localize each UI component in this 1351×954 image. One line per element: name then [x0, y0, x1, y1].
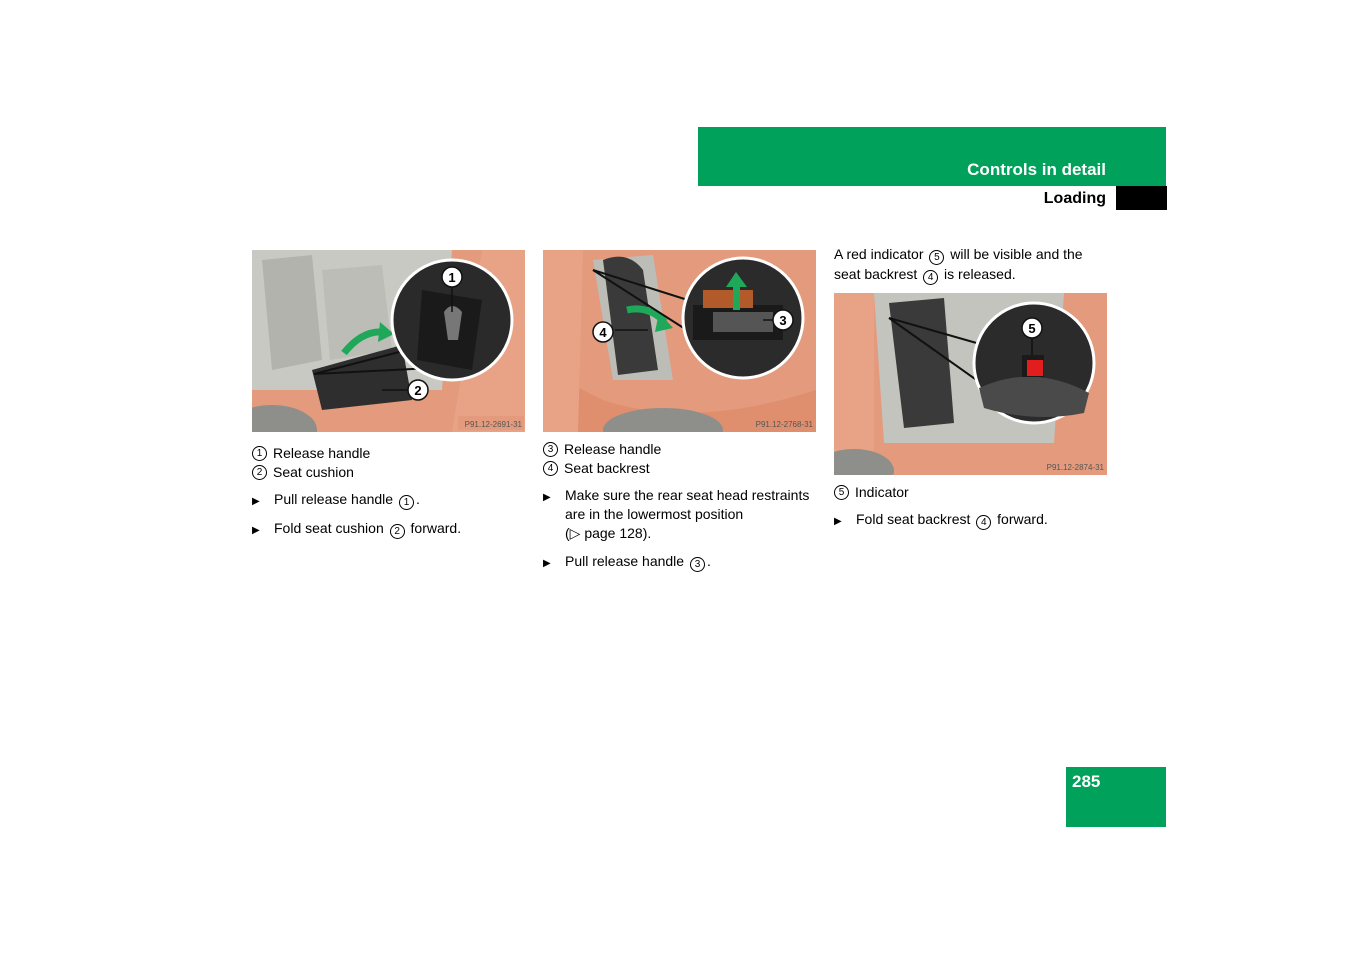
- inline-reference-number: 5: [929, 250, 944, 265]
- section-tab-marker: [1116, 186, 1167, 210]
- legend-number: 3: [543, 442, 558, 457]
- subsection-title: Loading: [1043, 190, 1106, 207]
- figure-marker-1: 1: [448, 270, 456, 285]
- legend: [543, 440, 819, 478]
- inline-reference-number: 3: [690, 557, 705, 572]
- figure-marker-2: 2: [414, 383, 422, 398]
- legend-text: Indicator: [855, 484, 909, 500]
- legend: [252, 444, 528, 482]
- figure-code: P91.12-2691-31: [464, 420, 522, 429]
- legend-text: Seat cushion: [273, 464, 354, 480]
- section-header-bar: [698, 127, 1166, 186]
- seat-cushion-illustration: [252, 250, 525, 432]
- page-number: 285: [1072, 772, 1101, 791]
- page-number-box: [1066, 767, 1166, 827]
- figure-marker-3: 3: [779, 313, 787, 328]
- bullet-arrow-icon: ▶: [252, 496, 260, 507]
- column-indicator: [834, 245, 1110, 531]
- intro-paragraph: A red indicator 5 will be visible and the seat backrest 4 is released.: [834, 246, 1083, 283]
- figure-marker-4: 4: [599, 325, 607, 340]
- figure-code: P91.12-2874-31: [1046, 463, 1104, 472]
- indicator-illustration: [834, 293, 1107, 475]
- legend-text: Seat backrest: [564, 460, 650, 476]
- instruction-step: ▶ Make sure the rear seat head restraints are in the lowermost position (▷ page 128).: [543, 487, 810, 541]
- legend-text: Release handle: [273, 445, 371, 461]
- pull-arrow-icon: [733, 285, 740, 310]
- seat-backrest-illustration: [543, 250, 816, 432]
- legend-item: [543, 459, 819, 478]
- column-seat-cushion: [252, 250, 528, 540]
- bullet-arrow-icon: ▶: [543, 492, 551, 503]
- legend-number: 4: [543, 461, 558, 476]
- figure-marker-5: 5: [1028, 321, 1036, 336]
- instruction-step: ▶ Fold seat backrest 4 forward.: [834, 510, 1110, 531]
- bullet-arrow-icon: ▶: [834, 516, 842, 527]
- legend-number: 5: [834, 485, 849, 500]
- section-title: Controls in detail: [967, 160, 1106, 179]
- legend-item: [543, 440, 819, 459]
- legend-number: 1: [252, 446, 267, 461]
- page-reference: (▷ page 128).: [565, 525, 652, 541]
- legend-number: 2: [252, 465, 267, 480]
- column-seat-backrest: [543, 250, 819, 573]
- figure-code: P91.12-2768-31: [755, 420, 813, 429]
- legend: [834, 483, 1110, 502]
- inline-reference-number: 4: [923, 270, 938, 285]
- instruction-step: ▶ Pull release handle 1 .: [252, 490, 528, 511]
- legend-item: [834, 483, 1110, 502]
- instruction-step: ▶ Fold seat cushion 2 forward.: [252, 519, 528, 540]
- bullet-arrow-icon: ▶: [543, 558, 551, 569]
- release-handle-detail: [713, 312, 773, 332]
- legend-item: [252, 444, 528, 463]
- inline-reference-number: 1: [399, 495, 414, 510]
- inline-reference-number: 2: [390, 524, 405, 539]
- legend-item: [252, 463, 528, 482]
- legend-text: Release handle: [564, 441, 662, 457]
- bullet-arrow-icon: ▶: [252, 525, 260, 536]
- instruction-step: ▶ Pull release handle 3 .: [543, 552, 819, 573]
- inline-reference-number: 4: [976, 515, 991, 530]
- red-indicator: [1027, 360, 1043, 376]
